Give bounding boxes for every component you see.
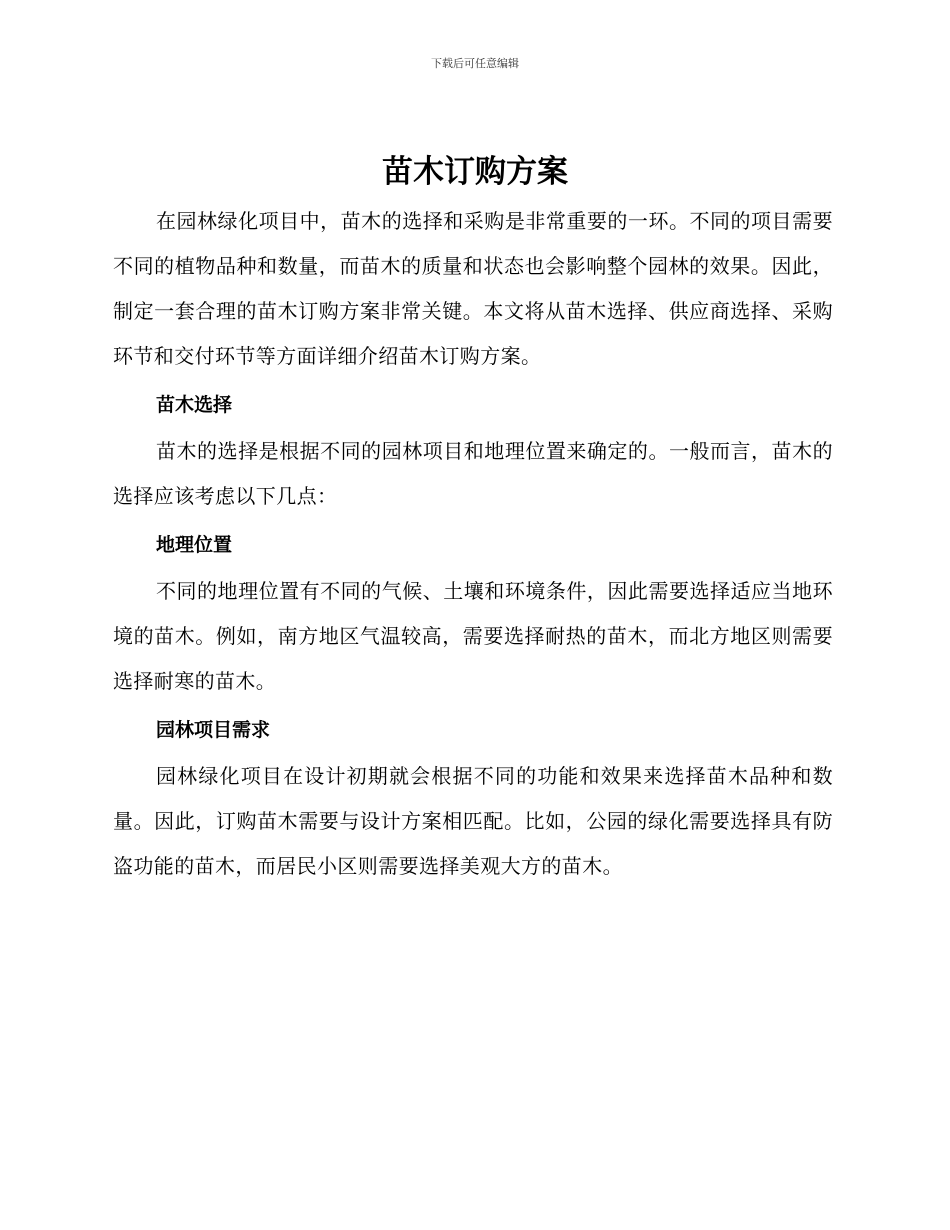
header-note: 下载后可任意编辑 [431, 57, 519, 70]
section-project-requirements [113, 704, 833, 889]
section-heading: 地理位置 [156, 534, 233, 556]
section-paragraph: 园林绿化项目在设计初期就会根据不同的功能和效果来选择苗木品种和数量。因此，订购苗木需要与设计方案相匹配。比如，公园的绿化需要选择具有防盗功能的苗木，而居民小区则需要选择美观大方的苗木。 [113, 764, 833, 878]
section-paragraph: 不同的地理位置有不同的气候、土壤和环境条件，因此需要选择适应当地环境的苗木。例如，南方地区气温较高，需要选择耐热的苗木，而北方地区则需要选择耐寒的苗木。 [113, 579, 833, 693]
section-heading: 园林项目需求 [156, 719, 271, 741]
document-body [113, 199, 833, 889]
section-seedling-selection [113, 379, 833, 519]
section-paragraph: 苗木的选择是根据不同的园林项目和地理位置来确定的。一般而言，苗木的选择应该考虑以下几点： [113, 439, 833, 508]
section-heading: 苗木选择 [156, 394, 233, 416]
document-title: 苗木订购方案 [382, 154, 568, 190]
section-geographic-location [113, 519, 833, 704]
intro-paragraph: 在园林绿化项目中，苗木的选择和采购是非常重要的一环。不同的项目需要不同的植物品种和数量，而苗木的质量和状态也会影响整个园林的效果。因此，制定一套合理的苗木订购方案非常关键。本文将从苗木选择、供应商选择、采购环节和交付环节等方面详细介绍苗木订购方案。 [113, 209, 833, 368]
